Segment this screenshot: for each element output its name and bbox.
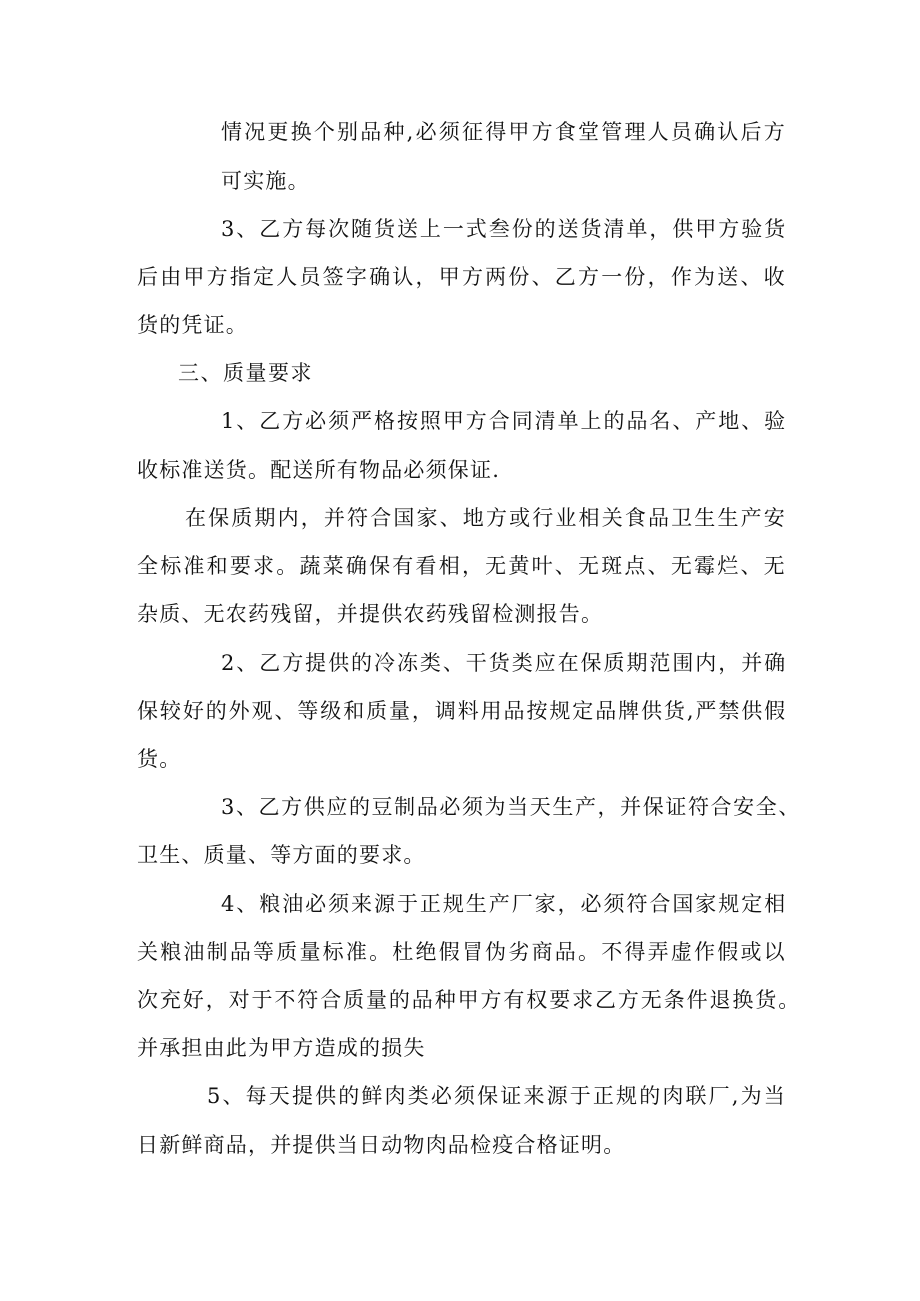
- text-line: 在保质期内，并符合国家、地方或行业相关食品卫生生产安: [185, 506, 787, 530]
- text-line: 关粮油制品等质量标准。杜绝假冒伪劣商品。不得弄虚作假或以: [137, 940, 787, 964]
- text-line: 5、每天提供的鲜肉类必须保证来源于正规的肉联厂,为当: [207, 1084, 787, 1108]
- text-line: 情况更换个别品种,必须征得甲方食堂管理人员确认后方: [221, 120, 787, 144]
- text-line: 并承担由此为甲方造成的损失: [137, 1036, 426, 1060]
- text-line: 杂质、无农药残留，并提供农药残留检测报告。: [137, 602, 604, 626]
- text-line: 3、乙方供应的豆制品必须为当天生产，并保证符合安全、: [221, 795, 801, 819]
- text-line: 后由甲方指定人员签字确认，甲方两份、乙方一份，作为送、收: [137, 265, 787, 289]
- text-line: 卫生、质量、等方面的要求。: [137, 843, 426, 867]
- text-line: 3、乙方每次随货送上一式叁份的送货清单，供甲方验货: [221, 217, 788, 241]
- text-line: 收标准送货。配送所有物品必须保证.: [137, 458, 501, 482]
- text-line: 次充好，对于不符合质量的品种甲方有权要求乙方无条件退换货。: [137, 988, 802, 1012]
- text-line: 全标准和要求。蔬菜确保有看相，无黄叶、无斑点、无霉烂、无: [137, 554, 787, 578]
- text-line: 日新鲜商品，并提供当日动物肉品检疫合格证明。: [137, 1133, 626, 1157]
- text-line: 货的凭证。: [137, 313, 248, 337]
- text-line: 可实施。: [221, 169, 310, 193]
- text-line: 2、乙方提供的冷冻类、干货类应在保质期范围内，并确: [221, 651, 788, 675]
- text-line: 保较好的外观、等级和质量，调料用品按规定品牌供货,严禁供假: [137, 699, 788, 723]
- text-line: 4、粮油必须来源于正规生产厂家，必须符合国家规定相: [221, 892, 788, 916]
- text-line: 1、乙方必须严格按照甲方合同清单上的品名、产地、验: [221, 409, 788, 433]
- text-line: 货。: [137, 747, 182, 771]
- section-heading: 三、质量要求: [178, 361, 313, 385]
